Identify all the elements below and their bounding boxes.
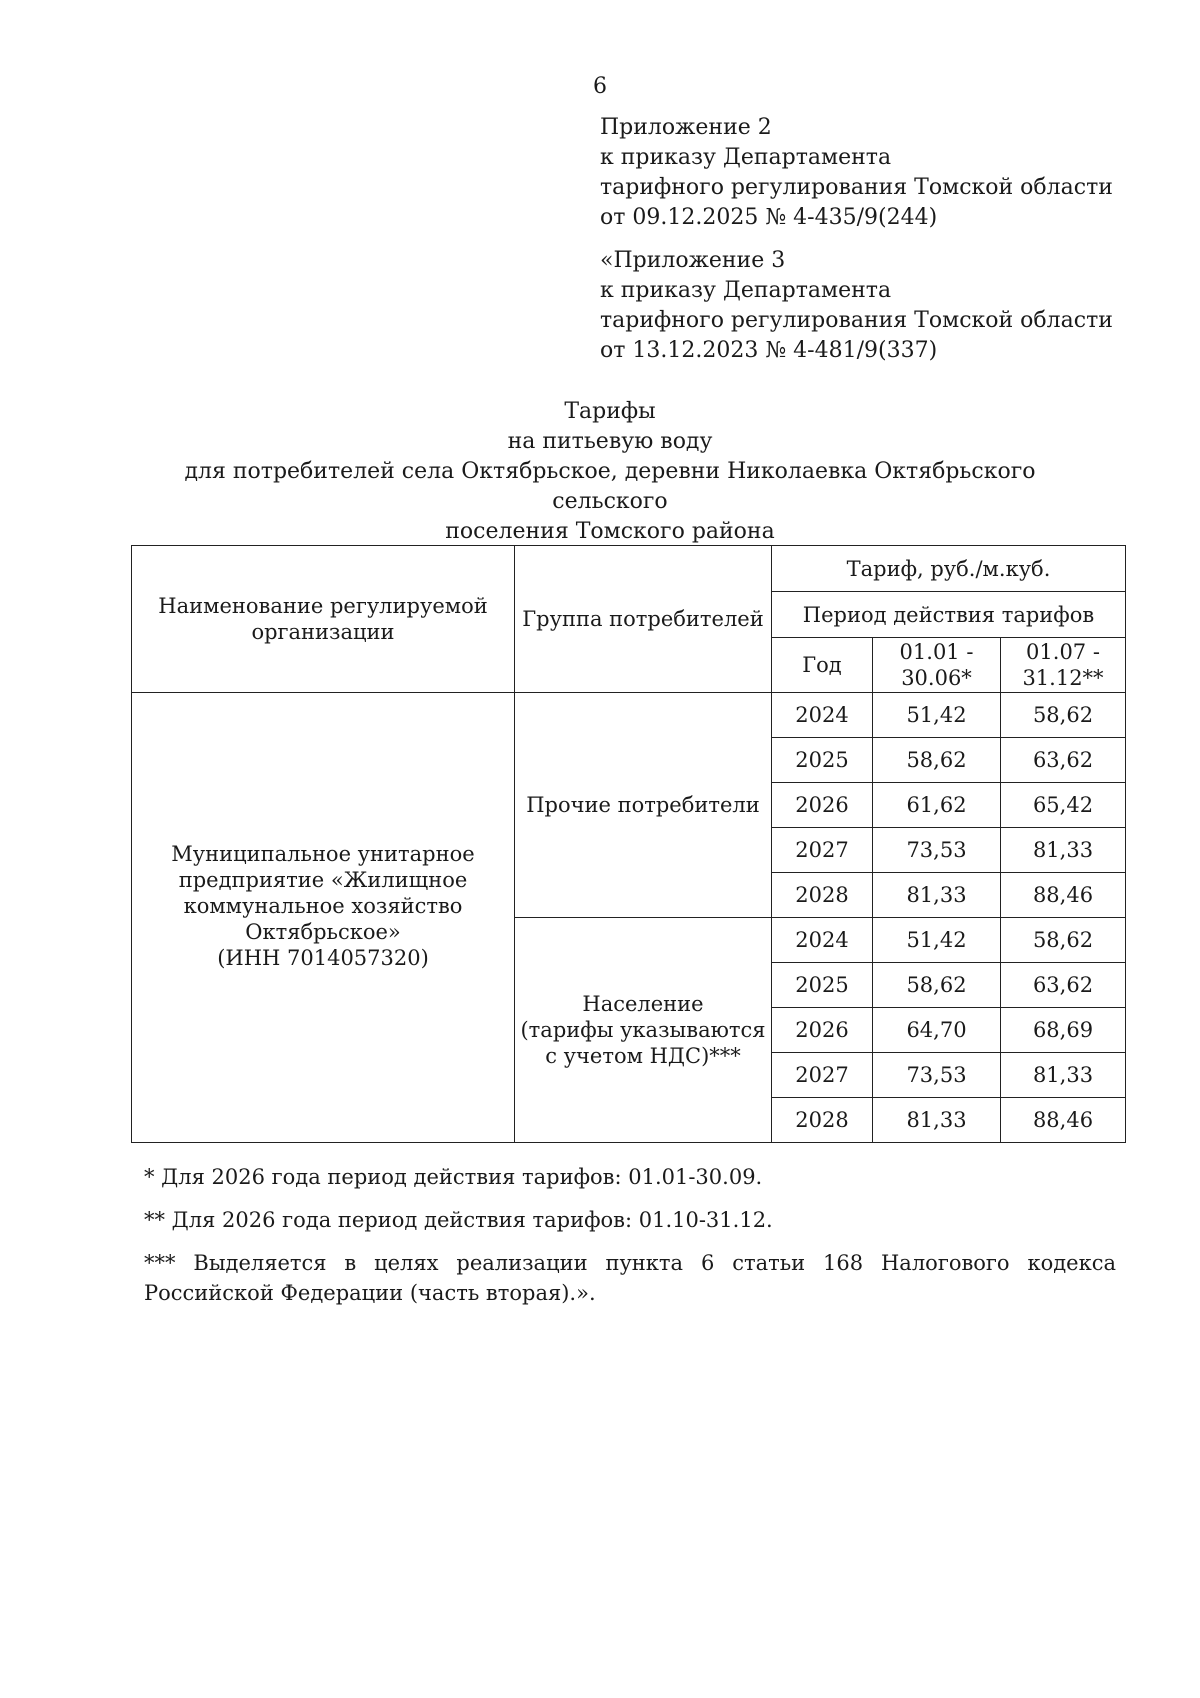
tariff-h2-cell: 81,33 — [1001, 1053, 1126, 1098]
tariff-h2-cell: 88,46 — [1001, 1098, 1126, 1143]
group-cell-other: Прочие потребители — [515, 693, 772, 918]
footnote-1: * Для 2026 года период действия тарифов: 01.01-30.09. — [144, 1165, 763, 1189]
approval-1-line: к приказу Департамента — [600, 145, 892, 170]
title-line: поселения Томского района — [445, 519, 775, 544]
title-line: для потребителей села Октябрьское, деревни Николаевка Октябрьского сельского — [184, 459, 1036, 514]
organization-cell: Муниципальное унитарное предприятие «Жилищное коммунальное хозяйство Октябрьское» (ИНН 7014057320) — [132, 693, 515, 1143]
tariff-h1-cell: 51,42 — [873, 918, 1001, 963]
approval-block-1 — [600, 113, 1120, 233]
tariff-h1-cell: 73,53 — [873, 828, 1001, 873]
tariff-h2-cell: 68,69 — [1001, 1008, 1126, 1053]
year-cell: 2028 — [772, 873, 873, 918]
header-organization: Наименование регулируемой организации — [132, 546, 515, 693]
header-half-1: 01.01 - 30.06* — [873, 638, 1001, 693]
tariff-h1-cell: 73,53 — [873, 1053, 1001, 1098]
year-cell: 2024 — [772, 693, 873, 738]
tariff-h2-cell: 63,62 — [1001, 963, 1126, 1008]
header-group: Группа потребителей — [515, 546, 772, 693]
footnote-2: ** Для 2026 года период действия тарифов: 01.10-31.12. — [144, 1208, 773, 1232]
tariff-h2-cell: 81,33 — [1001, 828, 1126, 873]
year-cell: 2026 — [772, 1008, 873, 1053]
year-cell: 2027 — [772, 1053, 873, 1098]
tariff-h2-cell: 88,46 — [1001, 873, 1126, 918]
year-cell: 2026 — [772, 783, 873, 828]
approval-2-line: от 13.12.2023 № 4-481/9(337) — [600, 338, 938, 363]
tariff-h2-cell: 65,42 — [1001, 783, 1126, 828]
approval-1-line: от 09.12.2025 № 4-435/9(244) — [600, 205, 938, 230]
title-line: на питьевую воду — [507, 429, 713, 454]
header-period: Период действия тарифов — [772, 592, 1126, 638]
header-half-2: 01.07 - 31.12** — [1001, 638, 1126, 693]
year-cell: 2025 — [772, 963, 873, 1008]
tariff-h1-cell: 64,70 — [873, 1008, 1001, 1053]
tariff-h1-cell: 61,62 — [873, 783, 1001, 828]
group-cell-population: Население (тарифы указываются с учетом НДС)*** — [515, 918, 772, 1143]
tariff-h2-cell: 58,62 — [1001, 693, 1126, 738]
year-cell: 2025 — [772, 738, 873, 783]
tariff-h1-cell: 81,33 — [873, 873, 1001, 918]
tariff-h2-cell: 58,62 — [1001, 918, 1126, 963]
approval-block-2 — [600, 246, 1120, 366]
tariff-h2-cell: 63,62 — [1001, 738, 1126, 783]
year-cell: 2028 — [772, 1098, 873, 1143]
tariff-h1-cell: 51,42 — [873, 693, 1001, 738]
footnote-3: *** Выделяется в целях реализации пункта 6 статьи 168 Налогового кодекса Российской Федерации (часть вторая).». — [144, 1251, 1116, 1305]
page-number: 6 — [593, 74, 607, 99]
approval-1-line: Приложение 2 — [600, 115, 772, 140]
tariff-table — [131, 545, 1126, 1143]
approval-2-line: к приказу Департамента — [600, 278, 892, 303]
tariff-h1-cell: 58,62 — [873, 963, 1001, 1008]
table-row — [132, 693, 1126, 738]
header-tariff: Тариф, руб./м.куб. — [772, 546, 1126, 592]
approval-1-line: тарифного регулирования Томской области — [600, 175, 1113, 200]
footnotes — [144, 1162, 1116, 1321]
approval-2-line: тарифного регулирования Томской области — [600, 308, 1113, 333]
title-line: Тарифы — [564, 399, 656, 424]
document-title — [130, 397, 1090, 547]
year-cell: 2024 — [772, 918, 873, 963]
tariff-h1-cell: 58,62 — [873, 738, 1001, 783]
header-year: Год — [772, 638, 873, 693]
approval-2-line: «Приложение 3 — [600, 248, 786, 273]
header-row-1 — [132, 546, 1126, 592]
year-cell: 2027 — [772, 828, 873, 873]
tariff-h1-cell: 81,33 — [873, 1098, 1001, 1143]
